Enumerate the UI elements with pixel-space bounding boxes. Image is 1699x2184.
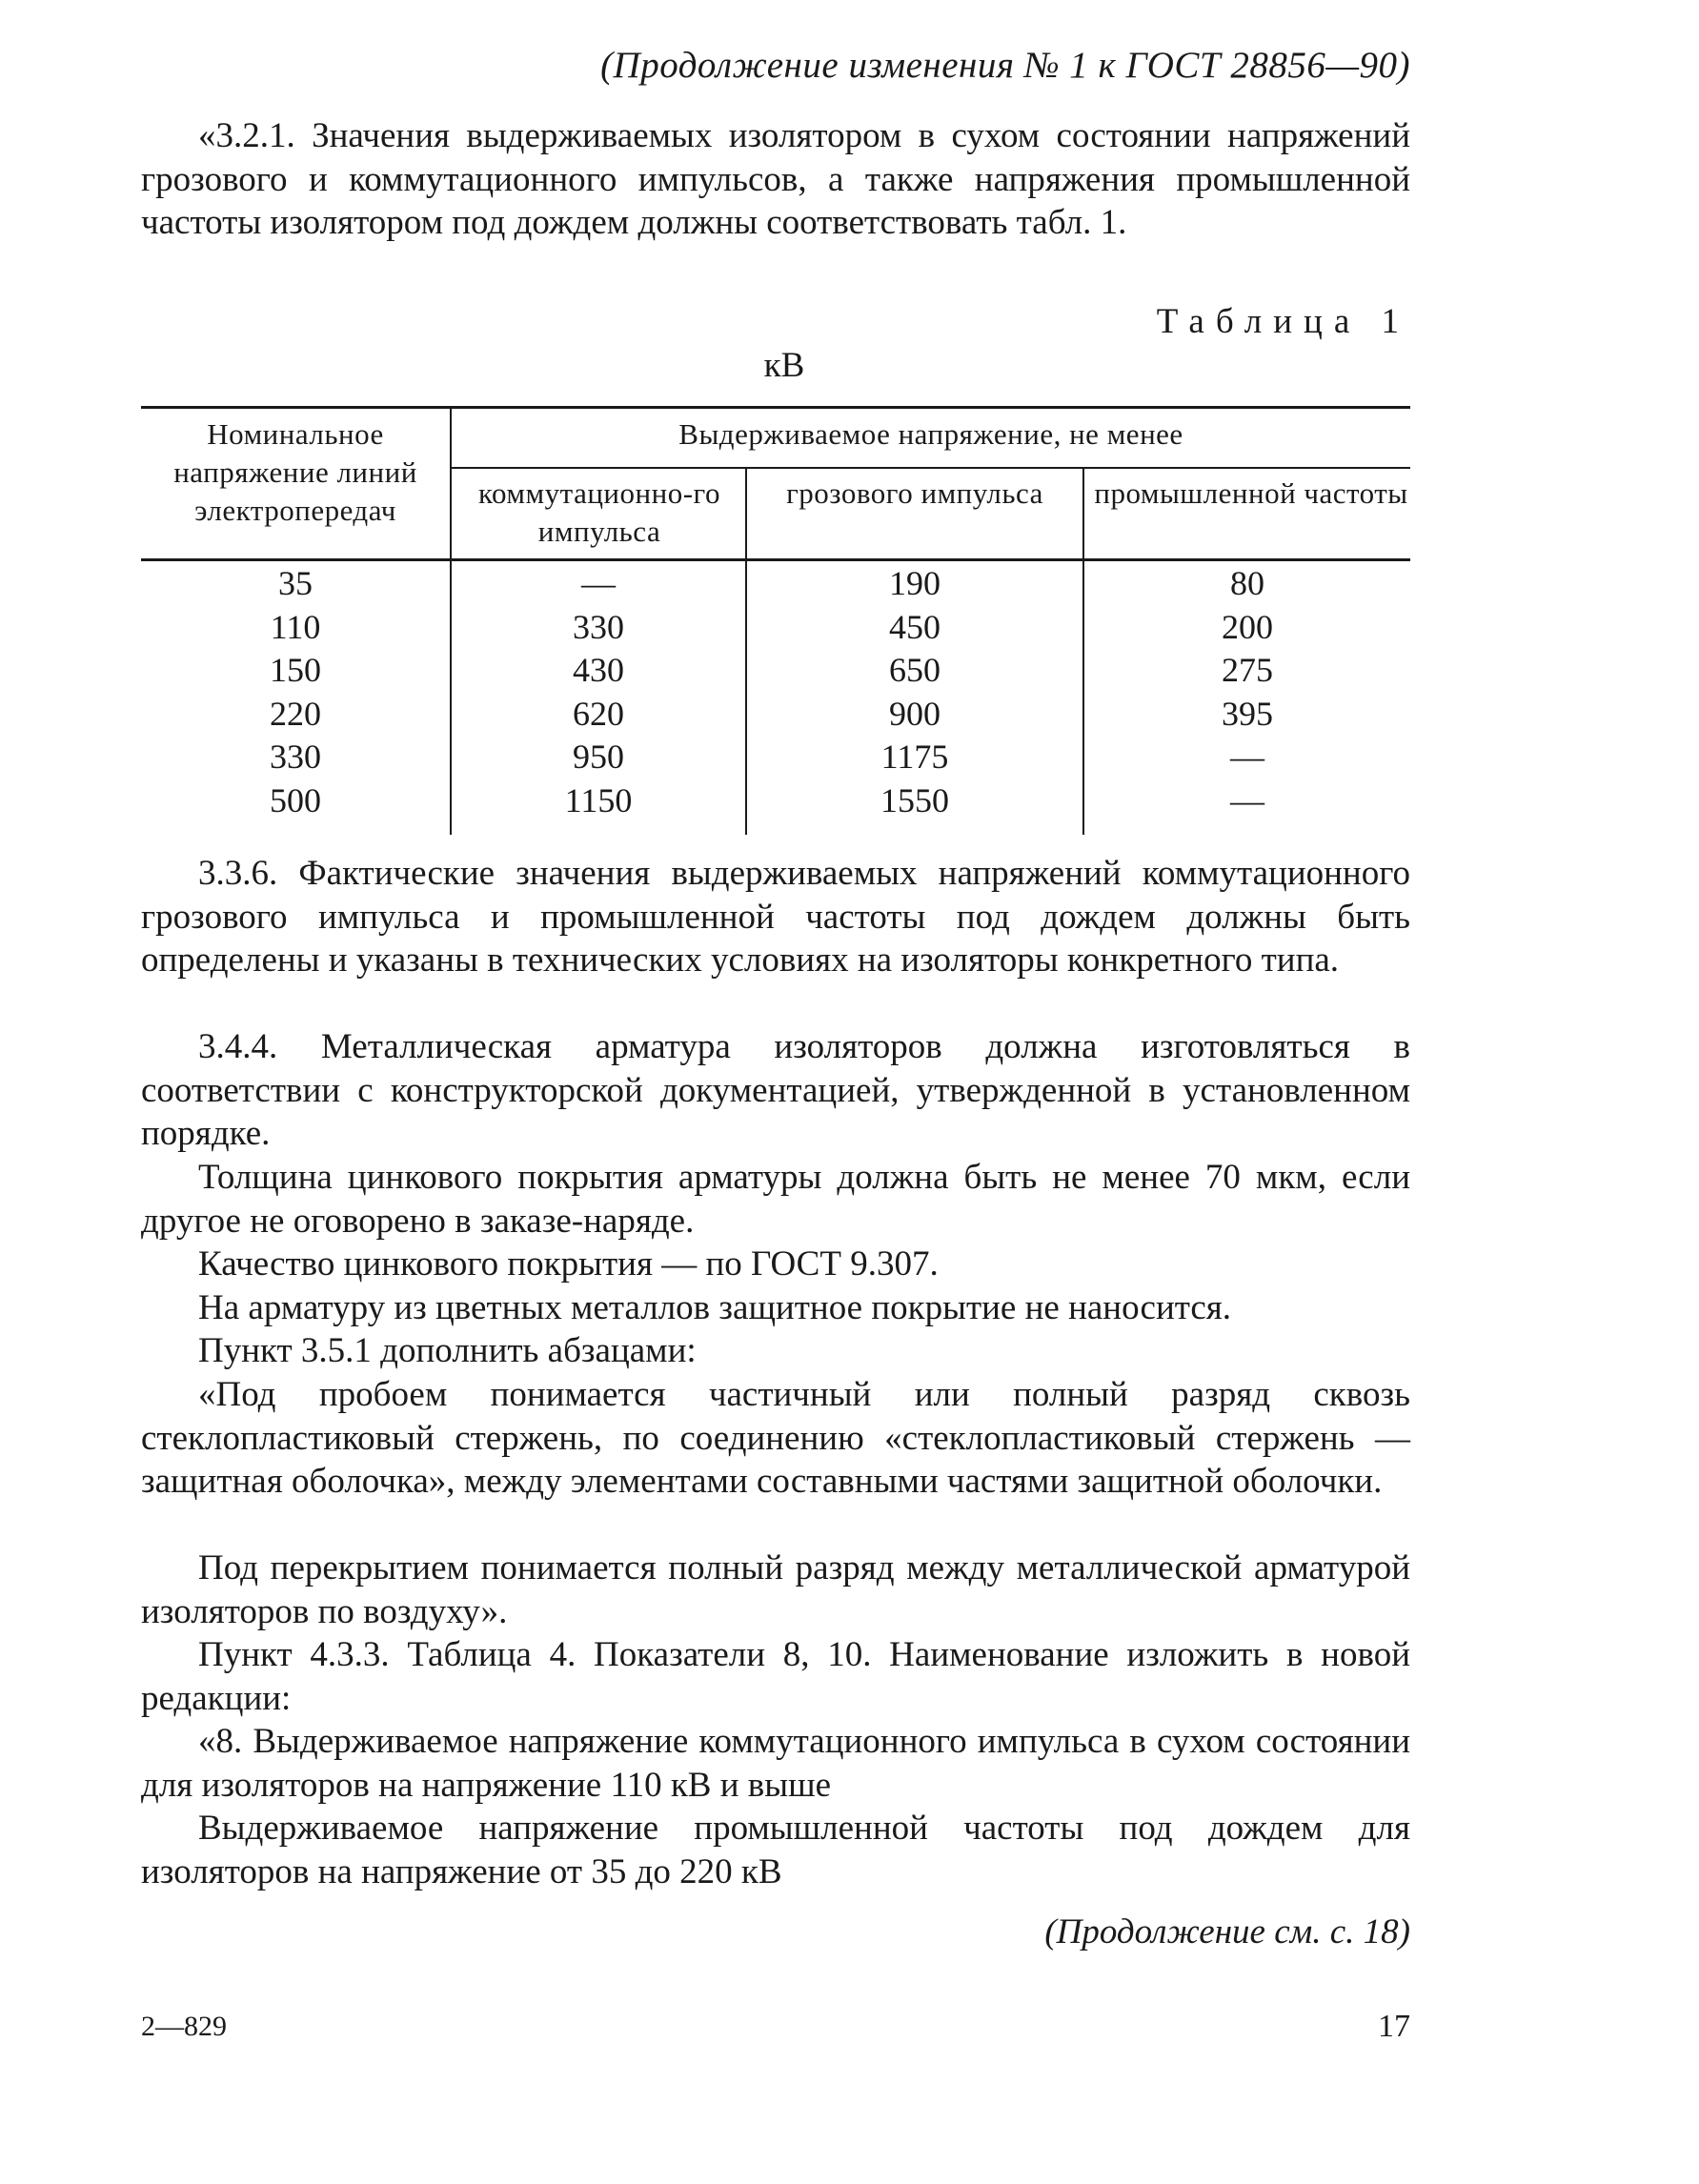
table-cell: 1550 bbox=[880, 780, 949, 819]
paragraph-power-frequency: Выдерживаемое напряжение промышленной частоты под дождем для изоляторов на напряжение от 35 до 220 кВ bbox=[141, 1809, 1410, 1891]
paragraph-breakdown: «Под пробоем понимается частичный или полный разряд сквозь стеклопластиковый стержень, по соединению «стеклопластиковый стержень — защитная оболочка», между элементами составными частями защитной оболочки. bbox=[141, 1375, 1410, 1501]
table-unit: кВ bbox=[763, 346, 805, 385]
paragraph-clause-4-3-3: Пункт 4.3.3. Таблица 4. Показатели 8, 10. Наименование изложить в новой редакции: bbox=[141, 1635, 1410, 1718]
column-switching bbox=[452, 562, 745, 822]
table-cell: 450 bbox=[889, 607, 941, 646]
table-top-rule bbox=[141, 406, 1410, 409]
paragraph-3-4-4: 3.4.4. Металлическая арматура изоляторов должна изготовляться в соответствии с конструкторской документацией, утвержденной в установленном порядке. bbox=[141, 1027, 1410, 1153]
paragraph-clause-3-5-1: Пункт 3.5.1 дополнить абзацами: bbox=[198, 1331, 697, 1370]
table-cell: 110 bbox=[270, 607, 321, 646]
table-cell: 330 bbox=[573, 607, 624, 646]
table-cell: 1150 bbox=[564, 780, 633, 819]
table-cell: 950 bbox=[573, 738, 624, 776]
table-cell: 200 bbox=[1222, 607, 1273, 646]
table-label: Таблица 1 bbox=[1156, 302, 1410, 341]
column-nominal bbox=[141, 562, 450, 822]
voltage-table bbox=[141, 406, 1410, 835]
paragraph-zinc-thickness: Толщина цинкового покрытия арматуры должна быть не менее 70 мкм, если другое не оговорено в заказе-наряде. bbox=[141, 1158, 1410, 1241]
header-withstand-voltage: Выдерживаемое напряжение, не менее bbox=[678, 417, 1183, 451]
paragraph-3-3-6: 3.3.6. Фактические значения выдерживаемых напряжений коммутационного грозового импульса и промышленной частоты под дождем должны быть определены и указаны в технических условиях на изоляторы конкретного типа. bbox=[141, 854, 1410, 980]
header-nominal-voltage: Номинальное напряжение линий электропередач bbox=[173, 417, 417, 527]
table-cell: — bbox=[1230, 780, 1264, 819]
paragraph-flashover: Под перекрытием понимается полный разряд между металлической арматурой изоляторов по воздуху». bbox=[141, 1548, 1410, 1631]
table-cell: 330 bbox=[270, 738, 321, 776]
header-switching-impulse: коммутационно-го импульса bbox=[478, 476, 720, 548]
header-power-frequency: промышленной частоты bbox=[1094, 476, 1408, 510]
paragraph-item-8: «8. Выдерживаемое напряжение коммутационного импульса в сухом состоянии для изоляторов на напряжение 110 кВ и выше bbox=[141, 1722, 1410, 1805]
table-cell: 275 bbox=[1222, 651, 1273, 689]
column-lightning bbox=[747, 562, 1082, 822]
table-cell: 650 bbox=[889, 651, 941, 689]
table-cell: 395 bbox=[1222, 694, 1273, 733]
table-header-rule bbox=[141, 558, 1410, 561]
column-power bbox=[1084, 562, 1410, 822]
table-cell: 500 bbox=[270, 780, 321, 819]
table-cell: 620 bbox=[573, 694, 624, 733]
paragraph-zinc-quality: Качество цинкового покрытия — по ГОСТ 9.307. bbox=[198, 1244, 939, 1284]
table-cell: 900 bbox=[889, 694, 941, 733]
page-header: (Продолжение изменения № 1 к ГОСТ 28856—90) bbox=[600, 45, 1410, 86]
intro-paragraph: «3.2.1. Значения выдерживаемых изолятором в сухом состоянии напряжений грозового и коммутационного импульсов, а также напряжения промышленной частоты изолятором под дождем должны соответствовать табл. 1. bbox=[141, 116, 1410, 242]
table-cell: — bbox=[581, 564, 616, 602]
page-number: 17 bbox=[1378, 2009, 1410, 2044]
table-cell: — bbox=[1230, 738, 1264, 776]
print-code: 2—829 bbox=[141, 2011, 227, 2042]
table-group-rule bbox=[452, 467, 1410, 469]
continuation-note: (Продолжение см. с. 18) bbox=[1044, 1912, 1410, 1951]
table-cell: 80 bbox=[1230, 564, 1264, 602]
table-cell: 1175 bbox=[880, 738, 949, 776]
table-cell: 430 bbox=[573, 651, 624, 689]
table-cell: 150 bbox=[270, 651, 321, 689]
header-lightning-impulse: грозового импульса bbox=[786, 476, 1043, 510]
table-cell: 220 bbox=[270, 694, 321, 733]
table-cell: 190 bbox=[889, 564, 941, 602]
paragraph-non-ferrous: На арматуру из цветных металлов защитное покрытие не наносится. bbox=[198, 1288, 1232, 1327]
table-cell: 35 bbox=[278, 564, 313, 602]
